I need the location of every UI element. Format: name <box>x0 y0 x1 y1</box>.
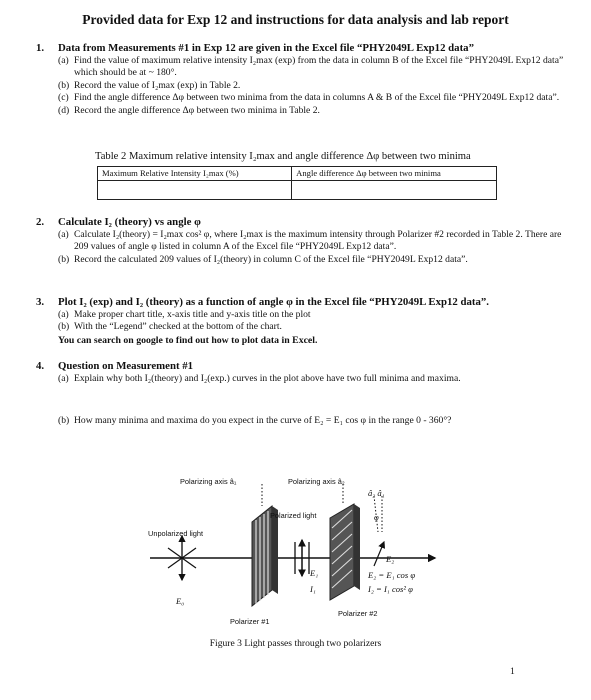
list-item: (a) Calculate I₂(theory) = I₂max cos² φ, where I₂max is the maximum intensity through Polarizer #2 recorded in Table 2. There are 209 values of angle φ listed in column A of the Excel file “PHY2049L Exp12 data”. <box>58 229 562 253</box>
page-title: Provided data for Exp 12 and instructions for data analysis and lab report <box>82 12 509 27</box>
label-polarized-light: Polarized light <box>270 511 317 520</box>
list-item: (b) With the “Legend” checked at the bottom of the chart. <box>58 321 282 333</box>
label-polarizing-axis-1: Polarizing axis â₁ <box>180 477 237 486</box>
table-header-cell: Angle difference Δφ between two minima <box>292 167 497 181</box>
figure-caption: Figure 3 Light passes through two polarizers <box>209 638 382 649</box>
section-4 <box>36 360 568 428</box>
table-caption: Table 2 Maximum relative intensity I₂max and angle difference Δφ between two minima <box>95 151 471 162</box>
table-header-cell: Maximum Relative Intensity I₂max (%) <box>98 167 292 181</box>
section-2 <box>36 216 568 266</box>
table-cell[interactable] <box>292 181 497 200</box>
label-polarizer-1: Polarizer #1 <box>230 617 270 626</box>
label-polarizer-2: Polarizer #2 <box>338 609 378 618</box>
section-3 <box>36 296 568 347</box>
list-item: (a) Make proper chart title, x-axis title and y-axis title on the plot <box>58 309 311 320</box>
table-2 <box>97 166 497 200</box>
polarizer-2 <box>330 504 360 600</box>
section-heading: 2. Calculate I₂ (theory) vs angle φ <box>36 216 201 228</box>
label-i1: I₁ <box>310 584 316 594</box>
list-item: (a) Explain why both I₂(theory) and I₂(exp.) curves in the plot above have two full minima and maxima. <box>58 373 461 384</box>
page-number: 1 <box>510 666 515 677</box>
label-e0: E₀ <box>176 596 185 606</box>
label-polarizing-axis-2: Polarizing axis â₂ <box>288 477 345 486</box>
list-item: (b) Record the value of I₂max (exp) in Table 2. <box>58 79 241 91</box>
polarizer-figure <box>110 466 450 636</box>
list-item: (b) Record the calculated 209 values of I₂(theory) in column C of the Excel file “PHY2049L Exp12 data”. <box>58 253 468 265</box>
list-item: (c) Find the angle difference Δφ between two minima from the data in columns A & B of the Excel file “PHY2049L Exp12 data”. <box>58 92 560 104</box>
list-item: (d) Record the angle difference Δφ between two minima in Table 2. <box>58 104 320 116</box>
section-heading: 4. Question on Measurement #1 <box>36 360 194 372</box>
label-eq1: E₂ = E₁ cos φ <box>368 570 416 580</box>
label-e2: E₂ <box>386 554 395 564</box>
output-field-icon <box>374 542 384 566</box>
note-text: You can search on google to find out how to plot data in Excel. <box>58 334 318 346</box>
label-eq2: I₂ = I₁ cos² φ <box>368 584 413 594</box>
section-heading: 1. Data from Measurements #1 in Exp 12 are given in the Excel file “PHY2049L Exp12 data” <box>36 42 474 54</box>
table-cell[interactable] <box>98 181 292 200</box>
label-axes-right: â₂ â₁ <box>368 488 385 498</box>
section-1 <box>36 42 568 117</box>
section-heading: 3. Plot I₂ (exp) and I₂ (theory) as a function of angle φ in the Excel file “PHY2049L Exp12 data”. <box>36 296 489 308</box>
list-item: (a) Find the value of maximum relative intensity I₂max (exp) from the data in column B of the Excel file “PHY2049L Exp12 data” which should be at ~ 180°. <box>58 55 564 79</box>
list-item: (b) How many minima and maxima do you expect in the curve of E₂ = E₁ cos φ in the range 0 - 360°? <box>58 415 452 427</box>
polarizer-1 <box>252 506 278 606</box>
label-e1: E₁ <box>310 568 319 578</box>
label-unpolarized-light: Unpolarized light <box>148 529 204 538</box>
label-phi: φ <box>374 512 379 522</box>
